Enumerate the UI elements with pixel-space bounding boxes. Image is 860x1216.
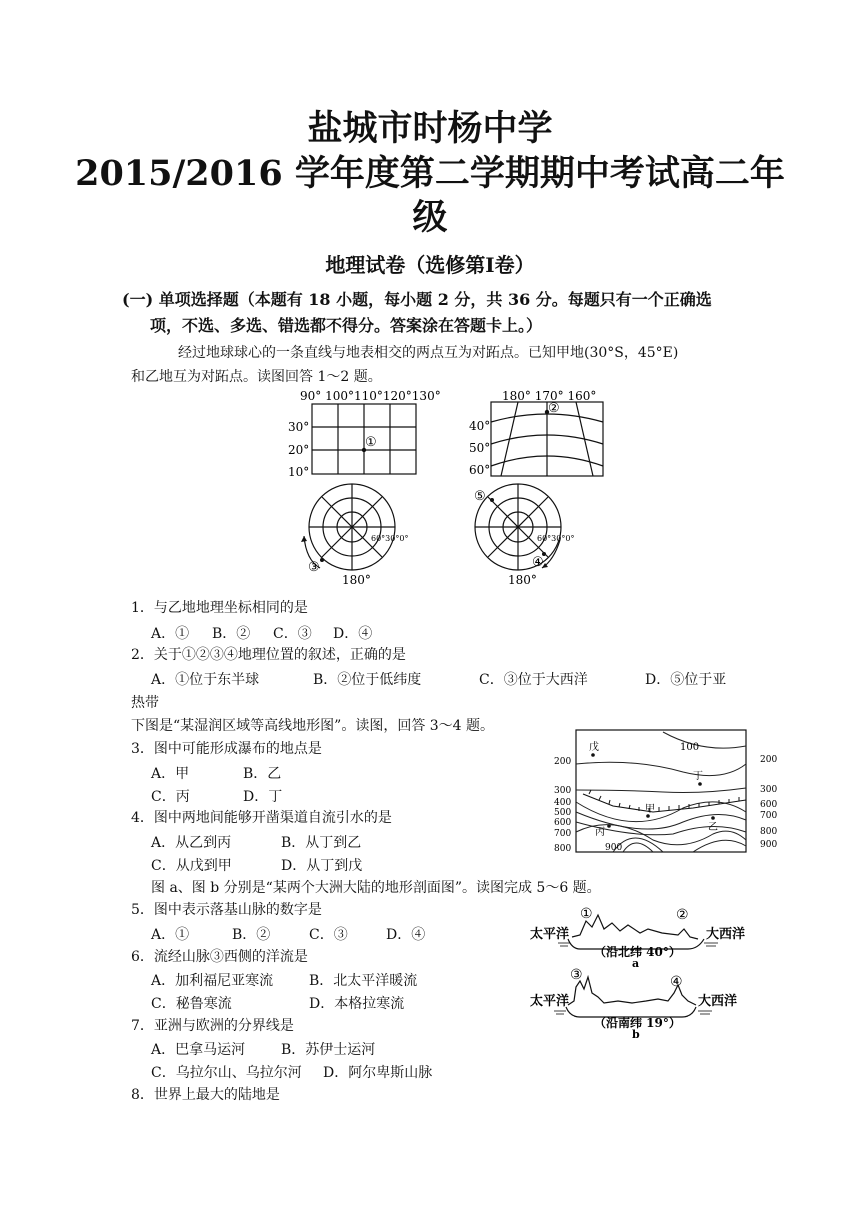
place-wu-dot [591, 753, 595, 757]
q4-option-a[interactable]: A．从乙到丙 [151, 835, 232, 851]
q4-stem: 4．图中两地间能够开凿渠道自流引水的是 [131, 810, 392, 826]
school-title: 盐城市时杨中学 [307, 108, 553, 149]
grid2-lat-40: 40° [469, 419, 491, 433]
q5-option-b[interactable]: B．② [232, 927, 271, 943]
contour-left-200: 200 [554, 757, 572, 767]
q1-option-b[interactable]: B．② [212, 626, 251, 642]
q3-option-c[interactable]: C．丙 [151, 789, 190, 805]
grid1-lon-labels: 90° 100°110°120°130° [300, 389, 441, 403]
q4-option-d[interactable]: D．从丁到戊 [281, 858, 363, 874]
intro-q3-4: 下图是“某湿润区域等高线地形图”。读图，回答 3～4 题。 [131, 718, 495, 734]
q3-stem: 3．图中可能形成瀑布的地点是 [131, 741, 322, 757]
point-1-label: ① [365, 435, 377, 450]
contour-top-100: 100 [680, 742, 700, 753]
contour-right-200: 200 [760, 755, 778, 765]
grid1-lat-20: 20° [288, 443, 310, 457]
place-ding-dot [698, 782, 702, 786]
q2-option-a[interactable]: A．①位于东半球 [151, 672, 260, 688]
q5-option-c[interactable]: C．③ [309, 927, 348, 943]
q3-option-b[interactable]: B．乙 [243, 766, 282, 782]
contour-left-800: 800 [554, 844, 572, 854]
place-yi: 乙 [708, 822, 718, 833]
q8-stem: 8．世界上最大的陆地是 [131, 1087, 280, 1103]
polar-right-180: 180° [508, 573, 537, 587]
profile-b-pacific: 太平洋 [530, 994, 570, 1009]
place-wu: 戊 [589, 742, 599, 753]
q1-option-c[interactable]: C．③ [273, 626, 312, 642]
polar-left-180: 180° [342, 573, 371, 587]
contour-right-600: 600 [760, 800, 778, 810]
contour-right-800: 800 [760, 827, 778, 837]
polar-view-left [304, 484, 395, 570]
exam-title: 2015/2016 学年度第二学期期中考试高二年 [75, 153, 785, 194]
contour-right-300: 300 [760, 785, 778, 795]
intro-line2: 和乙地互为对跖点。读图回答 1～2 题。 [131, 369, 382, 385]
place-yi-dot [711, 816, 715, 820]
q3-option-a[interactable]: A．甲 [151, 766, 190, 782]
profile-a-letter: a [632, 957, 640, 970]
contour-left-300: 300 [554, 786, 572, 796]
intro-q5-6: 图 a、图 b 分别是“某两个大洲大陆的地形剖面图”。读图完成 5～6 题。 [151, 880, 601, 896]
profile-a-atlantic: 大西洋 [706, 927, 746, 942]
profile-b-mark-4: ④ [670, 974, 683, 990]
q6-option-c[interactable]: C．秘鲁寒流 [151, 996, 232, 1012]
q6-option-d[interactable]: D．本格拉寒流 [309, 996, 405, 1012]
profile-figure [528, 905, 774, 1040]
q2-option-b[interactable]: B．②位于低纬度 [313, 672, 422, 688]
q6-option-a[interactable]: A．加利福尼亚寒流 [151, 973, 274, 989]
contour-left-500: 500 [554, 808, 572, 818]
place-ding: 丁 [693, 771, 703, 782]
contour-left-400: 400 [554, 798, 572, 808]
point-2-label: ② [548, 401, 560, 416]
profile-a-caption: （沿北纬 40°） [594, 945, 681, 959]
grid2-lat-50: 50° [469, 441, 491, 455]
q6-stem: 6．流经山脉③西侧的洋流是 [131, 949, 308, 965]
place-jia: 甲 [645, 804, 655, 815]
contour-right-900: 900 [760, 840, 778, 850]
section-heading-line2: 项，不选、多选、错选都不得分。答案涂在答题卡上。） [150, 316, 543, 335]
place-bing: 丙 [595, 827, 605, 838]
q5-option-a[interactable]: A．① [151, 927, 190, 943]
rotation-arrow-left [301, 536, 307, 542]
q4-option-b[interactable]: B．从丁到乙 [281, 835, 362, 851]
profile-a-mark-2: ② [676, 907, 689, 923]
q1-stem: 1．与乙地地理坐标相同的是 [131, 600, 308, 616]
profile-a-pacific: 太平洋 [530, 927, 570, 942]
contour-left-600: 600 [554, 818, 572, 828]
profile-b-water [554, 1011, 712, 1014]
subject-title: 地理试卷（选修第Ⅰ卷） [325, 253, 535, 277]
antipode-figure [286, 388, 616, 588]
q2-option-c[interactable]: C．③位于大西洋 [479, 672, 588, 688]
contour-bottom-900: 900 [605, 843, 623, 853]
q7-option-d[interactable]: D．阿尔卑斯山脉 [323, 1065, 433, 1081]
contour-left-700: 700 [554, 829, 572, 839]
q2-option-d-cont: 热带 [131, 695, 159, 711]
grid2-lon-labels: 180° 170° 160° [502, 389, 597, 403]
grid1-lat-10: 10° [288, 465, 310, 479]
intro-line1: 经过地球球心的一条直线与地表相交的两点互为对跖点。已知甲地(30°S，45°E) [178, 345, 679, 361]
q7-option-b[interactable]: B．苏伊士运河 [281, 1042, 376, 1058]
q1-option-d[interactable]: D．④ [333, 626, 373, 642]
grade-title: 级 [412, 197, 448, 238]
contour-map [553, 728, 785, 854]
profile-b-atlantic: 大西洋 [698, 994, 738, 1009]
section-heading-line1: (一) 单项选择题（本题有 18 小题，每小题 2 分，共 36 分。每题只有一个正确选 [122, 290, 712, 309]
place-bing-dot [607, 824, 611, 828]
q4-option-c[interactable]: C．从戊到甲 [151, 858, 232, 874]
point-3-label: ③ [308, 560, 320, 575]
polar-left-ticks: 60°30°0° [371, 534, 409, 543]
profile-a-mark-1: ① [580, 906, 593, 922]
q2-option-d[interactable]: D．⑤位于亚 [645, 672, 727, 688]
q6-option-b[interactable]: B．北太平洋暖流 [309, 973, 418, 989]
polar-right-ticks: 60°30°0° [537, 534, 575, 543]
q3-option-d[interactable]: D．丁 [243, 789, 283, 805]
grid1-rect [312, 404, 416, 474]
profile-b-letter: b [632, 1028, 640, 1040]
polar-view-right [475, 484, 561, 570]
grid2-lat-60: 60° [469, 463, 491, 477]
q5-option-d[interactable]: D．④ [386, 927, 426, 943]
q7-option-a[interactable]: A．巴拿马运河 [151, 1042, 246, 1058]
grid1-lat-30: 30° [288, 420, 310, 434]
q1-option-a[interactable]: A．① [151, 626, 190, 642]
q5-stem: 5．图中表示落基山脉的数字是 [131, 902, 322, 918]
point-4-label: ④ [532, 555, 544, 570]
profile-b-mark-3: ③ [570, 967, 583, 983]
q7-option-c[interactable]: C．乌拉尔山、乌拉尔河 [151, 1065, 302, 1081]
profile-b-caption: （沿南纬 19°） [594, 1016, 681, 1030]
point-3-dot [320, 558, 324, 562]
contour-right-700: 700 [760, 811, 778, 821]
q7-stem: 7．亚洲与欧洲的分界线是 [131, 1018, 294, 1034]
point-5-dot [490, 498, 494, 502]
point-5-label: ⑤ [474, 489, 486, 504]
q2-stem: 2．关于①②③④地理位置的叙述，正确的是 [131, 647, 406, 663]
